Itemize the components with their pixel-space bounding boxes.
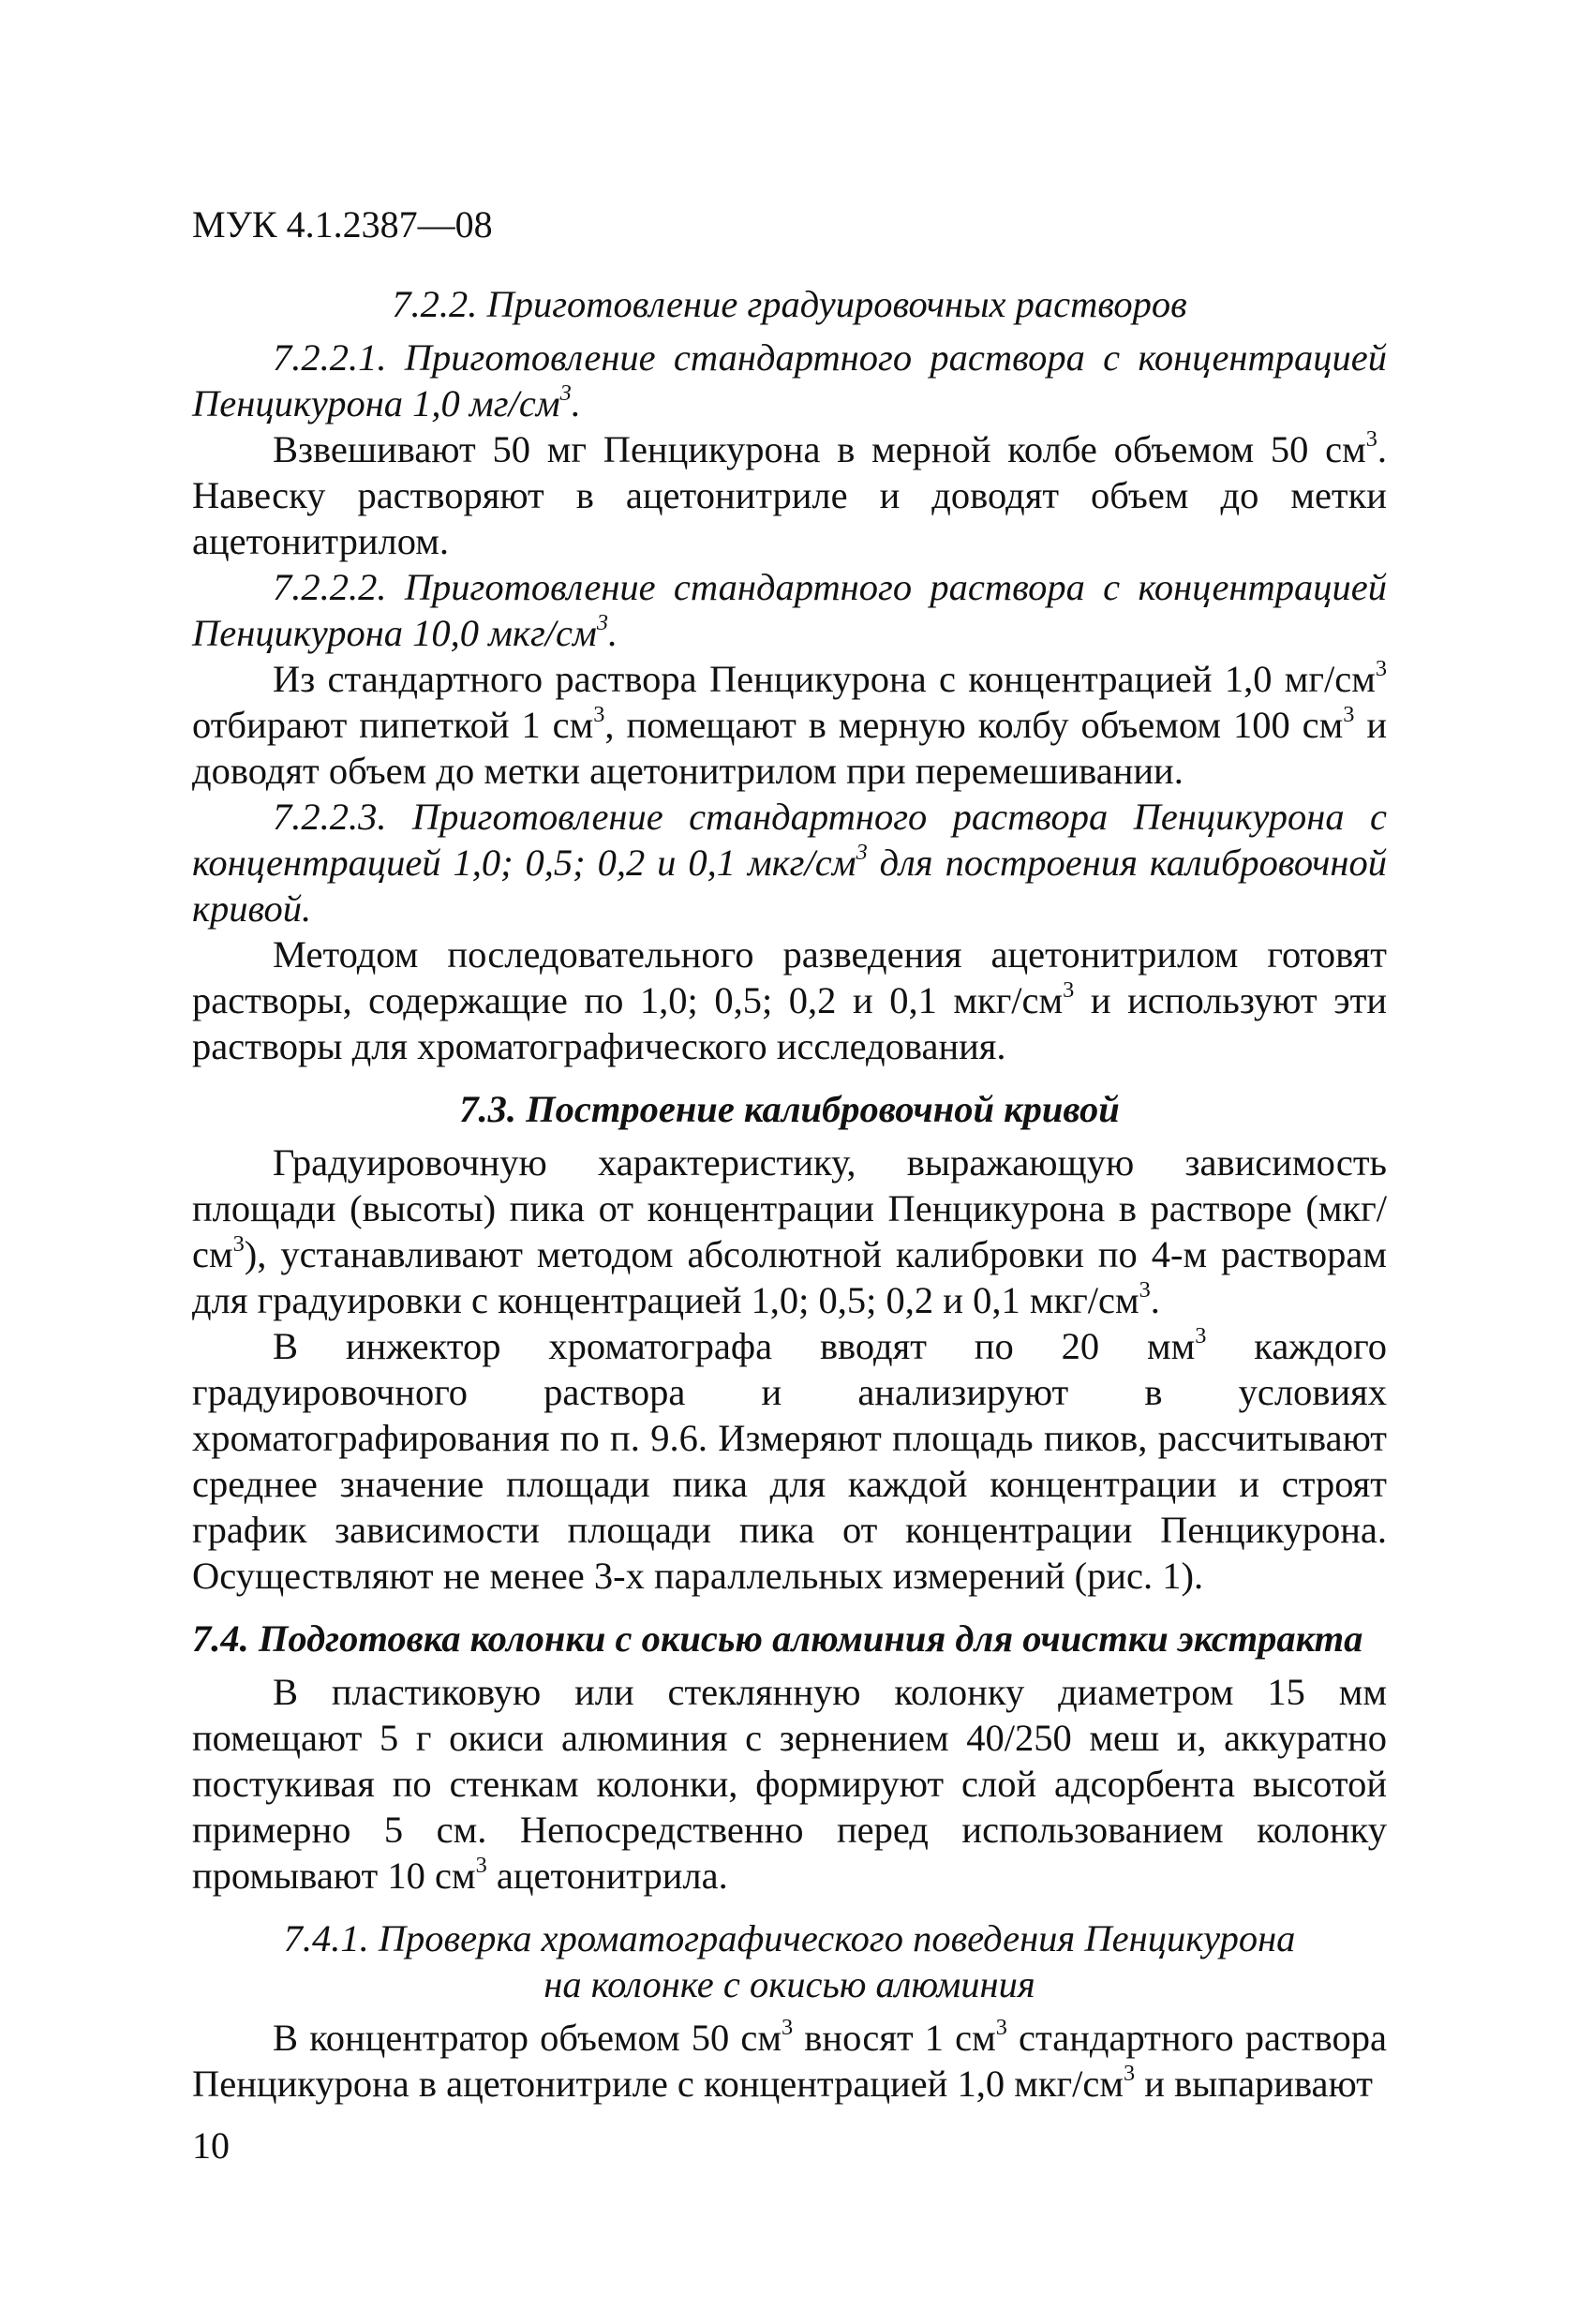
section-7-4-1-heading-line-2: на колонке с окисью алюминия [543, 1963, 1035, 2005]
page-content [192, 281, 1387, 2107]
section-7-4-1-heading-line-1: 7.4.1. Проверка хроматографического поведения Пенцикурона [283, 1917, 1296, 1959]
section-7-4-heading: 7.4. Подготовка колонки с окисью алюминия для очистки экстракта [192, 1617, 1363, 1660]
paragraph: Из стандартного раствора Пенцикурона с концентрацией 1,0 $мг/см^3$ отбирают пипеткой 1 $см^3$, помещают в мерную колбу объемом 100 $см^3$ и доводят объем до метки ацетонитрилом при перемешивании. [192, 656, 1387, 792]
section-7-2-2-1-heading: 7.2.2.1. Приготовление стандартного раствора с концентрацией Пенцикурона 1,0 $мг/см^3$. [192, 336, 1387, 425]
paragraph: В инжектор хроматографа вводят по 20 $мм^3$ каждого градуировочного раствора и анализируют в условиях хроматографирования по п. 9.6. Измеряют площадь пиков, рассчитывают среднее значение площади пика для каждой концентрации и строят график зависимости площади пика от концентрации Пенцикурона. Осуществляют не менее 3-х параллельных измерений (рис. 1). [192, 1323, 1387, 1597]
paragraph: Взвешивают 50 мг Пенцикурона в мерной колбе объемом 50 $см^3$. Навеску растворяют в ацетонитриле и доводят объем до метки ацетонитрилом. [192, 426, 1387, 562]
page-number: 10 [192, 2124, 230, 2167]
paragraph: Градуировочную характеристику, выражающую зависимость площади (высоты) пика от концентрации Пенцикурона в растворе $(мкг/см^3)$, устанавливают методом абсолютной калибровки по 4-м растворам для градуировки с концентрацией 1,0; 0,5; 0,2 и 0,1 мкг/$см^3$. [192, 1141, 1387, 1321]
paragraph: В пластиковую или стеклянную колонку диаметром 15 мм помещают 5 г окиси алюминия с зернением 40/250 меш и, аккуратно постукивая по стенкам колонки, формируют слой адсорбента высотой примерно 5 см. Непосредственно перед использованием колонку промывают 10 $см^3$ ацетонитрила. [192, 1671, 1387, 1897]
section-7-2-2-2-heading: 7.2.2.2. Приготовление стандартного раствора с концентрацией Пенцикурона 10,0 мкг/$см^3$. [192, 566, 1387, 654]
paragraph: Методом последовательного разведения ацетонитрилом готовят растворы, содержащие по 1,0; 0,5; 0,2 и 0,1 мкг/$см^3$ и используют эти растворы для хроматографического исследования. [192, 933, 1387, 1067]
paragraph: В концентратор объемом 50 $см^3$ вносят 1 $см^3$ стандартного раствора Пенцикурона в ацетонитриле с концентрацией 1,0 мкг/$см^3$ и выпаривают [192, 2015, 1387, 2105]
section-7-2-2-3-heading: 7.2.2.3. Приготовление стандартного раствора Пенцикурона с концентрацией 1,0; 0,5; 0,2 и 0,1 мкг/$см^3$ для построения калибровочной кривой. [192, 796, 1387, 930]
section-7-3-heading: 7.3. Построение калибровочной кривой [459, 1088, 1120, 1130]
document-code: МУК 4.1.2387—08 [192, 203, 493, 246]
section-7-2-2-heading: 7.2.2. Приготовление градуировочных растворов [392, 283, 1187, 325]
